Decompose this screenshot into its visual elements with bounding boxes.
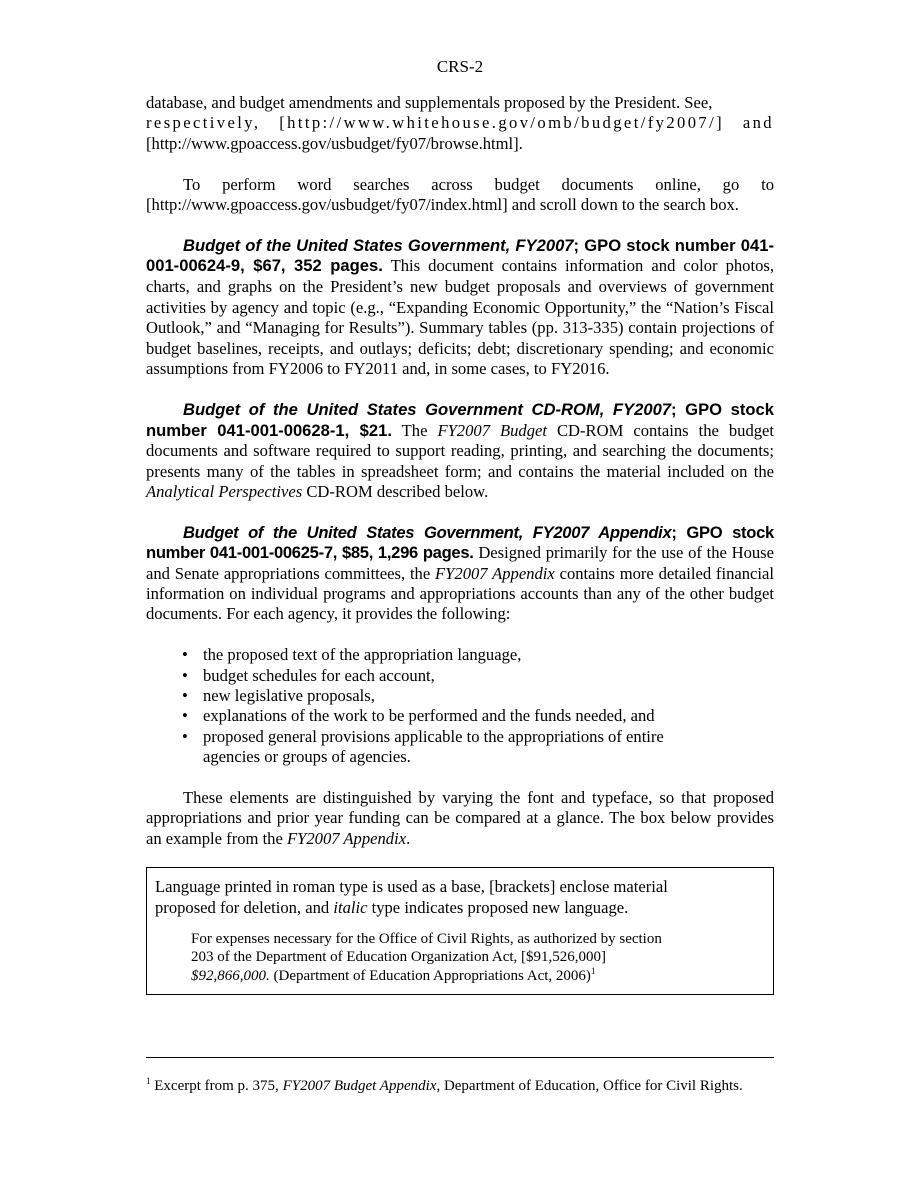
bullet-icon: • (182, 726, 188, 746)
bullet-icon: • (182, 686, 188, 706)
list-item: • new legislative proposals, (182, 686, 375, 706)
footnote-divider (146, 1057, 774, 1058)
list-item: • proposed general provisions applicable to the appropriations of entire agencies or groups of agencies. (182, 726, 664, 767)
cdrom-title: Budget of the United States Government CD-ROM, FY2007; GPO stock number 041-001-00628-1, $21. (146, 400, 774, 440)
appendix-title: Budget of the United States Government, FY2007 Appendix; GPO stock number 041-001-00625-7, $85, 1,296 pages. (146, 522, 774, 563)
sources-line-2: respectively, [http://www.whitehouse.gov/omb/budget/fy2007/] and (146, 113, 774, 133)
bullet-icon: • (182, 645, 188, 665)
footnote-number: 1 (146, 1076, 151, 1086)
budget-description: This document contains information and color photos, charts, and graphs on the President’s new budget proposals and overviews of government activities by agency and topic (e.g., “Expanding Economic Opportunity,” the “Nation’s Fiscal Outlook,” and “Managing for Results”). Summary tables (pp. 313-335) contain projections of budget baselines, receipts, and outlays; deficits; debt; discretionary spending; and economic assumptions from FY2006 to FY2011 and, in some cases, to FY2016. (146, 256, 774, 379)
list-item: • the proposed text of the appropriation language, (182, 645, 522, 665)
bullet-icon: • (182, 706, 188, 726)
bullet-icon: • (182, 665, 188, 685)
sources-line-3: [http://www.gpoaccess.gov/usbudget/fy07/browse.html]. (146, 133, 523, 153)
appropriation-example: For expenses necessary for the Office of Civil Rights, as authorized by section 203 of the Department of Education Organization Act, [$91,526,000] $92,866,000. (Department of Education Appropriations Act, 2006)$^1$ (191, 931, 662, 984)
budget-title: Budget of the United States Government, FY2007; GPO stock number 041-001-00624-9, $67, 352 pages. (146, 235, 774, 276)
paragraph-typeface-explanation: These elements are distinguished by varying the font and typeface, so that proposed appropriations and prior year funding can be compared at a glance. The box below provides an example from the FY2007 Appendix. (146, 788, 774, 848)
appendix-contents-list (146, 645, 774, 767)
paragraph-sources (146, 93, 774, 154)
document-body (146, 93, 774, 995)
footnote-reference: 1 (590, 965, 596, 976)
paragraph-budget-appendix: Budget of the United States Government, FY2007 Appendix; GPO stock number 041-001-00625-7, $85, 1,296 pages. Designed primarily for the use of the House and Senate appropriations committees, the FY2007 Appendix contains more detailed financial information on individual programs and appropriations accounts than any of the other budget documents. For each agency, it provides the following: (146, 522, 774, 624)
paragraph-budget-cdrom: Budget of the United States Government CD-ROM, FY2007; GPO stock number 041-001-00628-1, $21. The FY2007 Budget CD-ROM contains the budget documents and software required to support reading, printing, and searching the documents; presents many of the tables in spreadsheet form; and contains the material included on the Analytical Perspectives CD-ROM described below. (146, 400, 775, 501)
sources-line-1: database, and budget amendments and supplementals proposed by the President. See, (146, 93, 713, 112)
footnote: $^1$ Excerpt from p. 375, FY2007 Budget Appendix, Department of Education, Office for Civil Rights. (146, 1076, 743, 1094)
list-item: • explanations of the work to be performed and the funds needed, and (182, 706, 655, 726)
paragraph-word-search: To perform word searches across budget documents online, go to [http://www.gpoaccess.gov/usbudget/fy07/index.html] and scroll down to the search box. (146, 174, 774, 215)
paragraph-budget-document (146, 236, 774, 380)
example-box-intro: Language printed in roman type is used as a base, [brackets] enclose material proposed for deletion, and italic type indicates proposed new language. (155, 877, 668, 917)
list-item: • budget schedules for each account, (182, 665, 435, 685)
example-box (146, 867, 774, 995)
page-number-header: CRS-2 (436, 57, 484, 76)
